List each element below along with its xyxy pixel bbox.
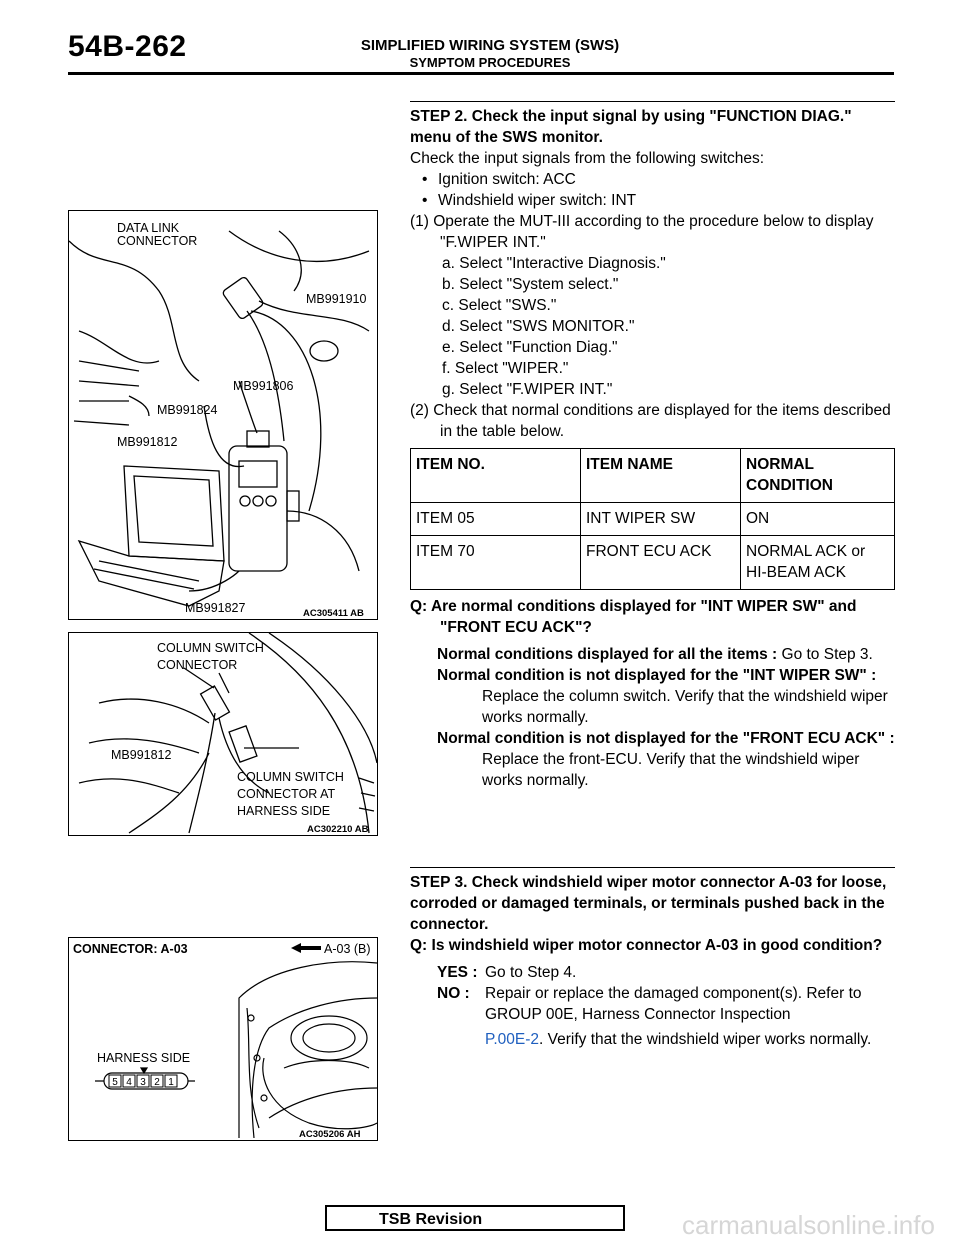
label-column-connector: CONNECTOR [157, 658, 238, 672]
label-connector-at: CONNECTOR AT [237, 787, 336, 801]
answer-text: Replace the column switch. Verify that the windshield wiper works normally. [482, 688, 888, 726]
no-text: Repair or replace the damaged component(s). Refer to GROUP 00E, Harness Connector Inspection [485, 985, 862, 1023]
answer-condition: Normal condition is not displayed for the "FRONT ECU ACK" : [437, 730, 895, 747]
callout-arrow-icon [291, 943, 321, 953]
step3-section [410, 867, 895, 1050]
figure-code-3: AC305206 AH [299, 1129, 361, 1140]
watermark: carmanualsonline.info [682, 1210, 935, 1240]
label-connector: CONNECTOR [117, 234, 198, 248]
operation-2: (2) Check that normal conditions are displayed for the items described in the table below. [410, 402, 891, 440]
step2-heading: STEP 2. Check the input signal by using "FUNCTION DIAG." menu of the SWS monitor. [410, 108, 852, 146]
normal-condition-table [410, 448, 895, 590]
label-mb991827: MB991827 [185, 601, 246, 615]
section-subtitle: SYMPTOM PROCEDURES [409, 55, 571, 70]
answer-condition: Normal conditions displayed for all the items : [437, 646, 778, 663]
step2-section [410, 101, 895, 791]
substep: c. Select "SWS." [442, 297, 557, 314]
label-mb991824: MB991824 [157, 403, 218, 417]
page-title [330, 37, 650, 71]
pin-5: 5 [112, 1077, 118, 1088]
table-cell: INT WIPER SW [581, 503, 741, 536]
table-cell: NORMAL ACK or HI-BEAM ACK [741, 536, 895, 590]
label-column-switch-2: COLUMN SWITCH [237, 770, 344, 784]
figure-column-switch-drawing [69, 633, 377, 835]
answer-text: Go to Step 3. [781, 646, 873, 663]
figure-column-switch [68, 632, 378, 836]
table-cell: ITEM 05 [411, 503, 581, 536]
table-row [411, 503, 895, 536]
step2-rule [410, 101, 895, 102]
figure-code: AC305411 AB [303, 608, 364, 619]
answer-2 [410, 665, 895, 728]
label-data-link: DATA LINK [117, 221, 180, 235]
yes-text: Go to Step 4. [485, 964, 577, 981]
connector-callout: A-03 (B) [324, 942, 371, 956]
substep: b. Select "System select." [442, 276, 619, 293]
no-answer [410, 983, 895, 1050]
figure-connector-a03 [68, 937, 378, 1141]
label-column-switch: COLUMN SWITCH [157, 641, 264, 655]
connector-label: CONNECTOR: A-03 [73, 942, 188, 956]
pin-3: 3 [140, 1077, 146, 1088]
label-mb991812: MB991812 [117, 435, 178, 449]
answer-text: Replace the front-ECU. Verify that the windshield wiper works normally. [482, 751, 860, 789]
table-cell: FRONT ECU ACK [581, 536, 741, 590]
no-label: NO : [437, 985, 470, 1002]
figure-mut-drawing [69, 211, 377, 619]
section-title: SIMPLIFIED WIRING SYSTEM (SWS) [360, 37, 620, 54]
yes-label: YES : [437, 964, 478, 981]
label-mb991812-2: MB991812 [111, 748, 172, 762]
figure-code-2: AC302210 AB [307, 824, 369, 835]
group-link[interactable]: P.00E-2 [485, 1031, 540, 1048]
substep: e. Select "Function Diag." [442, 339, 618, 356]
figure-connector-drawing [69, 938, 377, 1140]
answer-1 [410, 644, 895, 665]
step2-question: Q: Are normal conditions displayed for "INT WIPER SW" and "FRONT ECU ACK"? [410, 598, 857, 636]
answer-condition: Normal condition is not displayed for the "INT WIPER SW" : [437, 667, 877, 684]
page-code: 54B-262 [68, 30, 187, 63]
step3-rule [410, 867, 895, 868]
table-header: ITEM NO. [411, 449, 581, 503]
pin-4: 4 [126, 1077, 132, 1088]
step2-intro: Check the input signals from the following switches: [410, 150, 765, 167]
step3-heading: STEP 3. Check windshield wiper motor connector A-03 for loose, corroded or damaged terminals, or terminals pushed back in the connector. [410, 874, 887, 933]
substep: a. Select "Interactive Diagnosis." [442, 255, 666, 272]
table-header: ITEM NAME [581, 449, 741, 503]
table-header-row [411, 449, 895, 503]
pin-1: 1 [168, 1077, 174, 1088]
step3-question: Q: Is windshield wiper motor connector A-03 in good condition? [410, 937, 883, 954]
bullet-item: • Windshield wiper switch: INT [410, 190, 895, 211]
label-mb991806: MB991806 [233, 379, 294, 393]
header-rule [68, 72, 894, 75]
table-row [411, 536, 895, 590]
no-text-2: . Verify that the windshield wiper works normally. [539, 1031, 872, 1048]
table-header: NORMAL CONDITION [741, 449, 895, 503]
substep: g. Select "F.WIPER INT." [442, 381, 613, 398]
harness-side-label: HARNESS SIDE [97, 1051, 191, 1065]
label-harness-side: HARNESS SIDE [237, 804, 331, 818]
operation-1: (1) Operate the MUT-III according to the procedure below to display "F.WIPER INT." [410, 213, 874, 251]
substep: f. Select "WIPER." [442, 360, 569, 377]
yes-answer [410, 962, 895, 983]
table-cell: ON [741, 503, 895, 536]
table-cell: ITEM 70 [411, 536, 581, 590]
bullet-item: • Ignition switch: ACC [410, 169, 895, 190]
pin-2: 2 [154, 1077, 160, 1088]
label-mb991910: MB991910 [306, 292, 367, 306]
substep: d. Select "SWS MONITOR." [442, 318, 635, 335]
answer-3 [410, 728, 895, 791]
figure-mut-connection [68, 210, 378, 620]
tsb-revision-box: TSB Revision [325, 1205, 625, 1231]
